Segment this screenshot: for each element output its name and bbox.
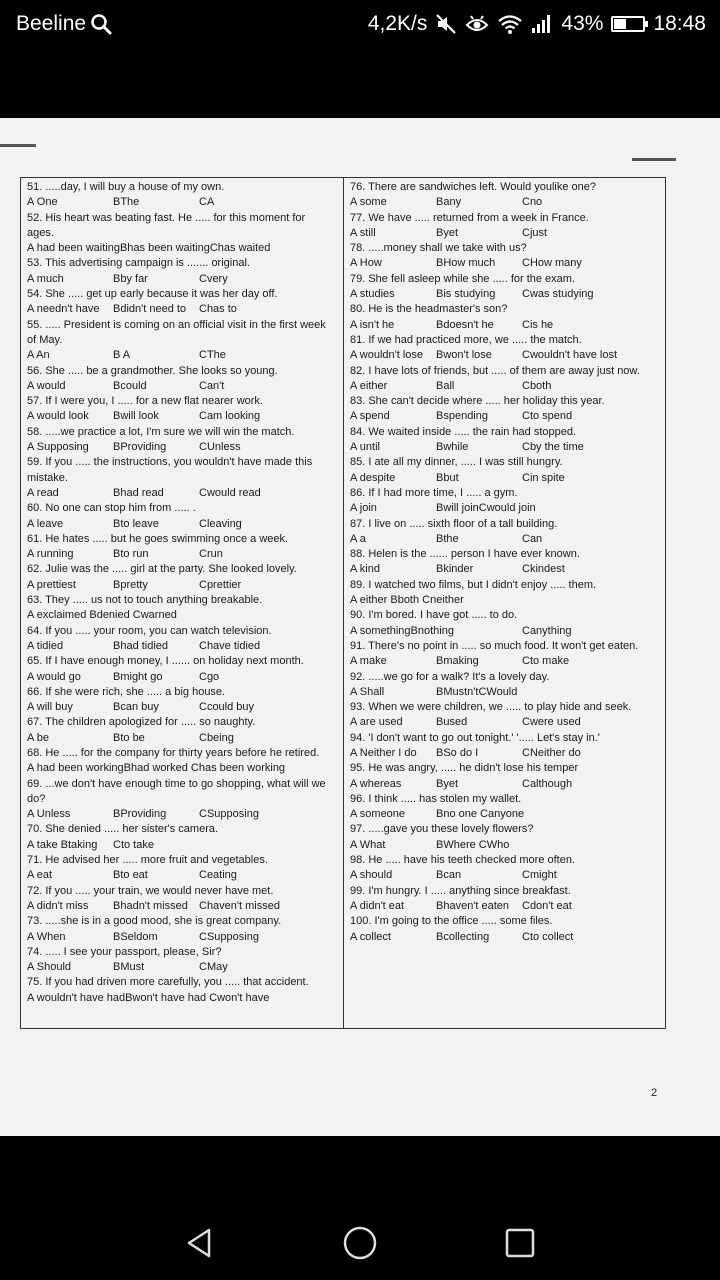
answer-options <box>350 746 662 761</box>
answer-option: A Should <box>27 961 72 974</box>
question-text: 56. She ..... be a grandmother. She looks so young. <box>27 364 278 377</box>
recents-button[interactable] <box>490 1213 550 1273</box>
answer-options <box>27 608 335 623</box>
answer-option: A exclaimed Bdenied Cwarned <box>27 609 177 622</box>
answer-option: A despite <box>350 471 396 484</box>
answer-options <box>350 287 662 302</box>
answer-option: Byet <box>436 226 459 239</box>
answer-option: A leave <box>27 517 64 530</box>
answer-options <box>27 807 335 822</box>
answer-option: BMustn'tCWould <box>436 685 518 698</box>
answer-options <box>27 761 335 776</box>
answer-options <box>350 624 662 639</box>
answer-option: A would look <box>27 410 89 423</box>
question-text: 90. I'm bored. I have got ..... to do. <box>350 609 518 622</box>
answer-option: A be <box>27 731 50 744</box>
answer-options <box>27 930 335 945</box>
answer-options <box>27 960 335 975</box>
question-text: 91. There's no point in ..... so much food. It won't get eaten. <box>350 639 639 652</box>
question-text: 93. When we were children, we ..... to play hide and seek. <box>350 701 632 714</box>
answer-option: A studies <box>350 288 395 301</box>
question-text: 67. The children apologized for ..... so naughty. <box>27 716 256 729</box>
answer-option: A until <box>350 441 380 454</box>
carrier-name: Beeline <box>16 12 87 35</box>
answer-option: B A <box>113 349 131 362</box>
question-text: 87. I live on ..... sixth floor of a tall building. <box>350 517 558 530</box>
answer-options <box>350 654 662 669</box>
clock: 18:48 <box>653 12 706 35</box>
answer-option: Crun <box>199 548 223 561</box>
question-text: 98. He ..... have his teeth checked more often. <box>350 854 576 867</box>
answer-option: Cin spite <box>522 471 565 484</box>
answer-options <box>27 195 335 210</box>
answer-options <box>27 991 335 1006</box>
answer-option: Cbeing <box>199 731 234 744</box>
answer-option: Calthough <box>522 777 573 790</box>
status-left <box>16 12 112 36</box>
answer-option: A kind <box>350 563 380 576</box>
answer-options <box>350 807 662 822</box>
answer-option: Bis studying <box>436 288 496 301</box>
question-text: 68. He ..... for the company for thirty years before he retired. <box>27 746 320 759</box>
question-text: 71. He advised her ..... more fruit and vegetables. <box>27 854 268 867</box>
answer-option: A An <box>27 349 50 362</box>
answer-option: CA <box>199 196 215 209</box>
answer-option: CMay <box>199 961 228 974</box>
mute-icon <box>435 13 457 35</box>
answer-option: Bpretty <box>113 578 148 591</box>
question-text: 75. If you had driven more carefully, you ..... that accident. <box>27 976 309 989</box>
answer-option: A Unless <box>27 808 71 821</box>
question-text: 92. .....we go for a walk? It's a lovely day. <box>350 670 550 683</box>
column-divider <box>343 178 344 1028</box>
answer-option: A didn't miss <box>27 899 89 912</box>
answer-option: Chave tidied <box>199 639 261 652</box>
answer-option: Cjust <box>522 226 548 239</box>
question-text: 85. I ate all my dinner, ..... I was still hungry. <box>350 456 563 469</box>
answer-option: A wouldn't have hadBwon't have had Cwon't have <box>27 991 270 1004</box>
answer-option: A didn't eat <box>350 899 405 912</box>
answer-option: Bkinder <box>436 563 474 576</box>
answer-option: A would go <box>27 670 81 683</box>
answer-option: Bmaking <box>436 655 479 668</box>
answer-option: A What <box>350 838 386 851</box>
answer-option: A will buy <box>27 701 73 714</box>
answer-option: Bbut <box>436 471 459 484</box>
answer-option: Bwill look <box>113 410 159 423</box>
page-number: 2 <box>651 1087 658 1099</box>
question-text: 61. He hates ..... but he goes swimming once a week. <box>27 532 289 545</box>
answer-option: Bwhile <box>436 441 469 454</box>
answer-option: A still <box>350 226 376 239</box>
answer-option: Bcould <box>113 379 147 392</box>
answer-options <box>27 639 335 654</box>
answer-option: Bany <box>436 196 462 209</box>
answer-option: BSeldom <box>113 930 158 943</box>
answer-option: Bto leave <box>113 517 159 530</box>
answer-option: Bto run <box>113 548 149 561</box>
answer-options <box>350 318 662 333</box>
answer-option: A collect <box>350 930 391 943</box>
answer-options <box>350 256 662 271</box>
answer-option: CHow many <box>522 257 582 270</box>
question-text: 52. His heart was beating fast. He ..... for this moment for ages. <box>27 211 306 239</box>
answer-option: Bdoesn't he <box>436 318 494 331</box>
question-text: 64. If you ..... your room, you can watch television. <box>27 624 272 637</box>
answer-options <box>350 379 662 394</box>
answer-options <box>27 899 335 914</box>
answer-option: A join <box>350 502 377 515</box>
answer-option: Bto eat <box>113 869 148 882</box>
signal-icon <box>531 13 553 35</box>
answer-options <box>27 486 335 501</box>
answer-options <box>350 838 662 853</box>
answer-option: Bused <box>436 716 468 729</box>
answer-option: Bhad tidied <box>113 639 169 652</box>
answer-option: A someone <box>350 808 406 821</box>
answer-option: A Supposing <box>27 441 89 454</box>
answer-option: A should <box>350 869 393 882</box>
answer-option: A make <box>350 655 387 668</box>
answer-options <box>27 670 335 685</box>
answer-option: CSupposing <box>199 930 259 943</box>
question-text: 70. She denied ..... her sister's camera. <box>27 823 219 836</box>
answer-option: Byet <box>436 777 459 790</box>
answer-option: CNeither do <box>522 746 581 759</box>
answer-option: A tidied <box>27 639 64 652</box>
answer-option: Canything <box>522 624 572 637</box>
answer-option: A spend <box>350 410 390 423</box>
question-text: 60. No one can stop him from ..... . <box>27 502 196 515</box>
answer-option: A either Bboth Cneither <box>350 594 464 607</box>
answer-option: CSupposing <box>199 808 259 821</box>
answer-option: A read <box>27 486 59 499</box>
answer-option: Chas to <box>199 303 237 316</box>
answer-options <box>27 838 335 853</box>
question-text: 72. If you ..... your train, we would never have met. <box>27 884 274 897</box>
answer-option: A How <box>350 257 382 270</box>
question-text: 99. I'm hungry. I ..... anything since breakfast. <box>350 884 571 897</box>
answer-options <box>27 868 335 883</box>
answer-option: BMust <box>113 961 145 974</box>
answer-option: Ccould buy <box>199 701 255 714</box>
recents-square-icon <box>503 1226 537 1260</box>
answer-options <box>27 348 335 363</box>
document-page[interactable] <box>0 118 720 1136</box>
answer-option: Cno <box>522 196 543 209</box>
question-text: 63. They ..... us not to touch anything breakable. <box>27 594 263 607</box>
answer-options <box>27 517 335 532</box>
answer-options <box>350 226 662 241</box>
answer-option: A Shall <box>350 685 385 698</box>
question-text: 77. We have ..... returned from a week in France. <box>350 211 589 224</box>
status-right <box>368 12 706 36</box>
answer-option: Cgo <box>199 670 220 683</box>
answer-option: A much <box>27 272 64 285</box>
answer-option: Bwill joinCwould join <box>436 502 536 515</box>
answer-options <box>350 562 662 577</box>
answer-option: Cprettier <box>199 578 242 591</box>
question-text: 83. She can't decide where ..... her holiday this year. <box>350 395 605 408</box>
answer-option: Can <box>522 532 543 545</box>
answer-option: BWhere CWho <box>436 838 510 851</box>
question-text: 94. 'I don't want to go out tonight.' '..... Let's stay in.' <box>350 731 600 744</box>
answer-option: Bmight go <box>113 670 163 683</box>
answer-option: A When <box>27 930 66 943</box>
answer-option: Bspending <box>436 410 488 423</box>
question-text: 96. I think ..... has stolen my wallet. <box>350 792 522 805</box>
question-text: 54. She ..... get up early because it was her day off. <box>27 288 278 301</box>
answer-options <box>350 501 662 516</box>
answer-option: Bcan <box>436 869 462 882</box>
question-text: 76. There are sandwiches left. Would youlike one? <box>350 181 597 193</box>
answer-options <box>27 302 335 317</box>
answer-option: Bno one Canyone <box>436 808 525 821</box>
back-button[interactable] <box>170 1213 230 1273</box>
answer-options <box>27 272 335 287</box>
right-column <box>350 180 662 945</box>
answer-options <box>27 409 335 424</box>
answer-option: A some <box>350 196 387 209</box>
answer-option: Cto spend <box>522 410 573 423</box>
question-text: 73. .....she is in a good mood, she is great company. <box>27 915 282 928</box>
question-text: 55. ..... President is coming on an official visit in the first week of May. <box>27 318 326 346</box>
answer-option: A running <box>27 548 74 561</box>
question-text: 80. He is the headmaster's son? <box>350 303 508 316</box>
answer-option: Cwouldn't have lost <box>522 349 618 362</box>
question-text: 65. If I have enough money, I ...... on holiday next month. <box>27 655 304 668</box>
answer-option: A eat <box>27 869 53 882</box>
answer-option: A are used <box>350 716 403 729</box>
answer-options <box>350 593 662 608</box>
network-speed: 4,2K/s <box>367 12 428 35</box>
answer-option: A wouldn't lose <box>350 349 424 362</box>
question-text: 81. If we had practiced more, we ..... the match. <box>350 333 582 346</box>
question-text: 97. .....gave you these lovely flowers? <box>350 823 534 836</box>
question-text: 88. Helen is the ...... person I have ever known. <box>350 548 580 561</box>
answer-option: Cto collect <box>522 930 574 943</box>
battery-fill <box>614 19 626 29</box>
answer-option: Ceating <box>199 869 237 882</box>
scan-mark-right <box>632 158 676 161</box>
question-text: 95. He was angry, ..... he didn't lose his temper <box>350 762 579 775</box>
answer-option: Bby far <box>113 272 148 285</box>
answer-option: Bcollecting <box>436 930 490 943</box>
answer-option: Cto make <box>522 655 570 668</box>
status-bar <box>0 0 720 50</box>
answer-options <box>350 409 662 424</box>
answer-option: A somethingBnothing <box>350 624 454 637</box>
answer-option: Cwould read <box>199 486 261 499</box>
answer-option: Cleaving <box>199 517 242 530</box>
answer-option: Cwere used <box>522 716 581 729</box>
answer-option: BProviding <box>113 441 167 454</box>
answer-option: Bcan buy <box>113 701 159 714</box>
left-column <box>27 180 335 1006</box>
answer-option: Cvery <box>199 272 228 285</box>
answer-options <box>350 348 662 363</box>
answer-option: Chaven't missed <box>199 899 280 912</box>
answer-option: A isn't he <box>350 318 395 331</box>
answer-option: Cwas studying <box>522 288 594 301</box>
answer-option: Cam looking <box>199 410 261 423</box>
answer-options <box>27 379 335 394</box>
answer-option: A whereas <box>350 777 402 790</box>
answer-option: CUnless <box>199 441 241 454</box>
answer-options <box>350 715 662 730</box>
question-text: 82. I have lots of friends, but ..... of them are away just now. <box>350 364 640 377</box>
answer-options <box>350 532 662 547</box>
eye-icon <box>465 13 489 35</box>
back-triangle-icon <box>183 1226 217 1260</box>
answer-option: A prettiest <box>27 578 76 591</box>
answer-option: A had been workingBhad worked Chas been working <box>27 762 286 775</box>
answer-options <box>350 930 662 945</box>
answer-option: A needn't have <box>27 303 100 316</box>
question-text: 84. We waited inside ..... the rain had stopped. <box>350 425 577 438</box>
question-text: 78. .....money shall we take with us? <box>350 242 527 255</box>
answer-options <box>27 440 335 455</box>
question-text: 59. If you ..... the instructions, you wouldn't have made this mistake. <box>27 456 313 484</box>
search-icon <box>90 13 112 35</box>
answer-option: A either <box>350 379 388 392</box>
question-text: 57. If I were you, I ..... for a new flat nearer work. <box>27 395 263 408</box>
answer-option: A take Btaking <box>27 838 98 851</box>
answer-option: Bto be <box>113 731 145 744</box>
answer-option: BThe <box>113 196 140 209</box>
answer-option: BProviding <box>113 808 167 821</box>
question-text: 53. This advertising campaign is ....... original. <box>27 257 250 270</box>
answer-options <box>350 440 662 455</box>
answer-option: Bhaven't eaten <box>436 899 510 912</box>
question-text: 62. Julie was the ..... girl at the party. She looked lovely. <box>27 563 297 576</box>
question-text: 51. .....day, I will buy a house of my own. <box>27 181 225 193</box>
question-text: 58. .....we practice a lot, I'm sure we will win the match. <box>27 425 295 438</box>
answer-option: BHow much <box>436 257 496 270</box>
questions-table <box>20 177 666 1029</box>
answer-option: Cto take <box>113 838 154 851</box>
question-text: 66. If she were rich, she ..... a big house. <box>27 685 226 698</box>
answer-option: Cis he <box>522 318 554 331</box>
answer-option: A One <box>27 196 58 209</box>
home-button[interactable] <box>330 1213 390 1273</box>
answer-option: Bwon't lose <box>436 349 492 362</box>
question-text: 74. ..... I see your passport, please, Sir? <box>27 945 222 958</box>
answer-options <box>350 685 662 700</box>
answer-option: A Neither I do <box>350 746 417 759</box>
home-circle-icon <box>342 1225 378 1261</box>
scan-mark-left <box>0 144 36 147</box>
answer-option: Cboth <box>522 379 552 392</box>
navigation-bar <box>0 1136 720 1280</box>
answer-option: A had been waitingBhas been waitingChas waited <box>27 242 271 255</box>
answer-options <box>27 241 335 256</box>
answer-options <box>27 578 335 593</box>
answer-option: Bhadn't missed <box>113 899 188 912</box>
answer-option: Bdidn't need to <box>113 303 187 316</box>
question-text: 69. ...we don't have enough time to go shopping, what will we do? <box>27 777 326 805</box>
answer-options <box>27 700 335 715</box>
answer-option: Can't <box>199 379 225 392</box>
answer-options <box>27 547 335 562</box>
answer-options <box>350 471 662 486</box>
answer-option: Cby the time <box>522 441 584 454</box>
wifi-icon <box>497 13 523 35</box>
answer-options <box>27 731 335 746</box>
answer-options <box>350 899 662 914</box>
question-text: 100. I'm going to the office ..... some files. <box>350 915 553 928</box>
answer-option: A a <box>350 532 366 545</box>
question-text: 89. I watched two films, but I didn't enjoy ..... them. <box>350 578 597 591</box>
answer-options <box>350 868 662 883</box>
answer-option: BSo do I <box>436 746 479 759</box>
answer-option: Ball <box>436 379 455 392</box>
answer-options <box>350 777 662 792</box>
question-text: 86. If I had more time, I ..... a gym. <box>350 486 518 499</box>
answer-option: A would <box>27 379 66 392</box>
answer-option: CThe <box>199 349 226 362</box>
answer-option: Cdon't eat <box>522 899 572 912</box>
answer-option: Cmight <box>522 869 557 882</box>
answer-option: Bthe <box>436 532 459 545</box>
answer-option: Bhad read <box>113 486 164 499</box>
answer-options <box>350 195 662 210</box>
battery-icon <box>611 16 645 32</box>
question-text: 79. She fell asleep while she ..... for the exam. <box>350 272 576 285</box>
battery-percent: 43% <box>561 12 604 35</box>
answer-option: Ckindest <box>522 563 565 576</box>
